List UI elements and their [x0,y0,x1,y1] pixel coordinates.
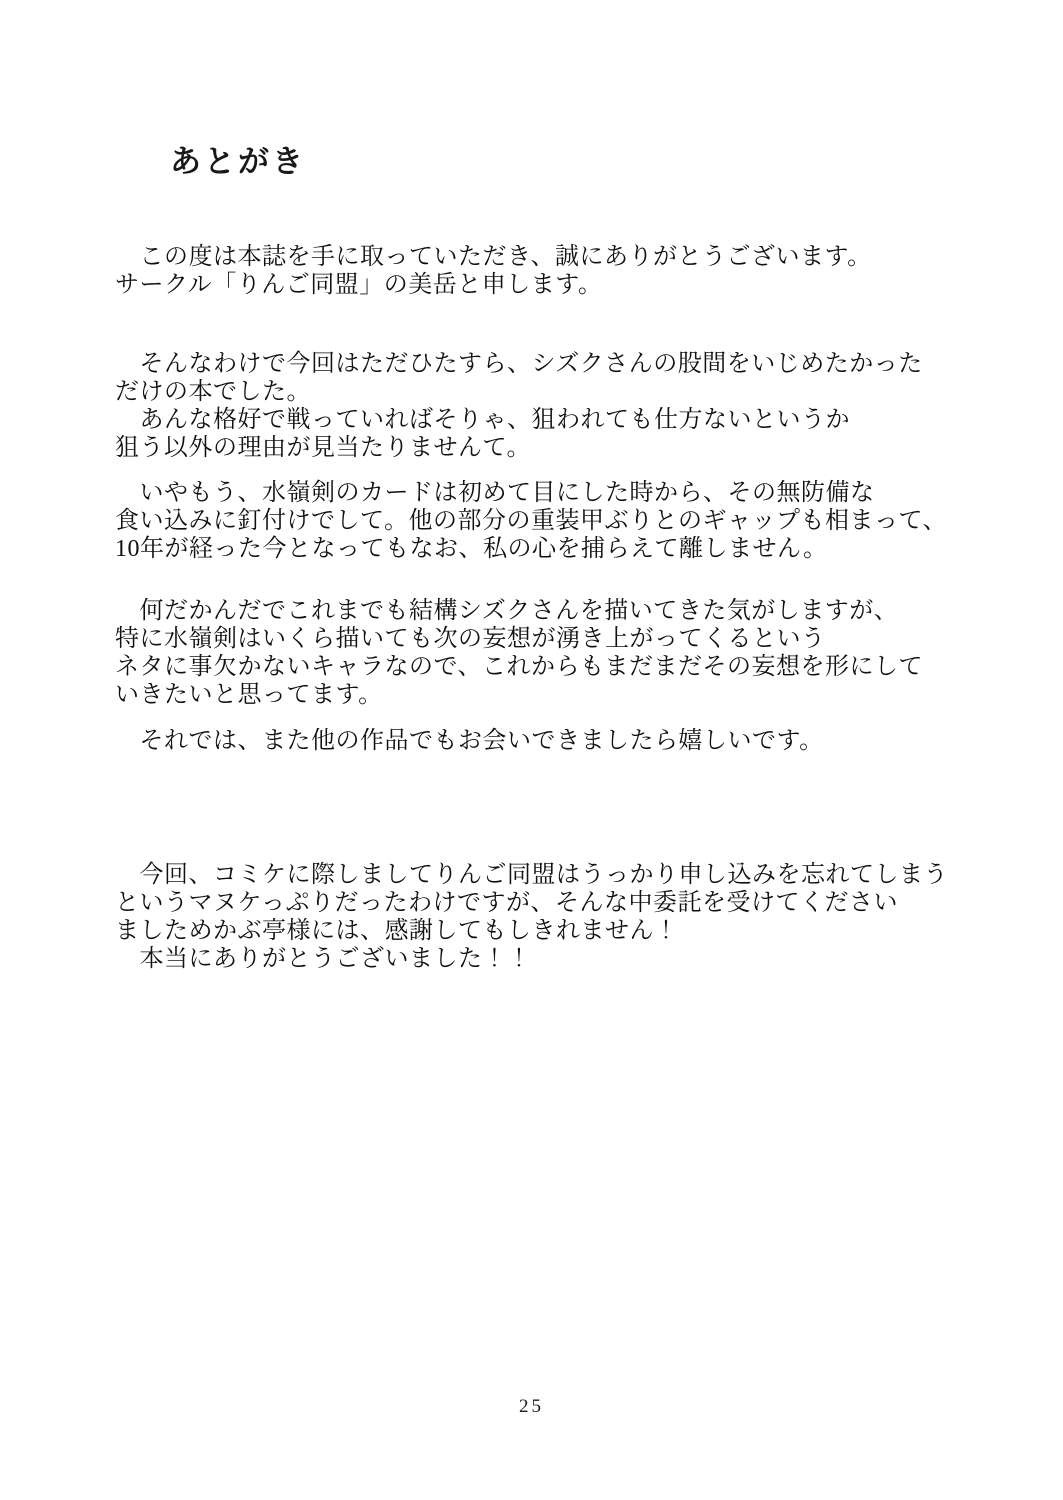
paragraph-farewell [115,727,975,755]
text-line: だけの本でした。 [115,379,311,405]
text-line: 本当にありがとうございました！！ [115,946,532,972]
text-line: いきたいと思ってます。 [115,682,383,708]
text-line: それでは、また他の作品でもお会いできましたら嬉しいです。 [115,728,824,754]
text-line: というマヌケっぷりだったわけですが、そんな中委託を受けてください [115,890,899,916]
paragraph-thanks [115,861,975,973]
paragraph-book-concept [115,350,975,462]
text-line: 今回、コミケに際しましてりんご同盟はうっかり申し込みを忘れてしまう [115,862,948,888]
text-line: 何だかんだでこれまでも結構シズクさんを描いてきた気がしますが、 [115,598,899,624]
paragraph-greeting [115,243,975,299]
text-line: この度は本誌を手に取っていただき、誠にありがとうございます。 [115,244,872,270]
paragraph-card-impression [115,479,975,563]
text-line: 食い込みに釘付けでして。他の部分の重装甲ぶりとのギャップも相まって、 [115,508,948,534]
text-line: いやもう、水嶺剣のカードは初めて目にした時から、その無防備な [115,480,875,506]
page-title: あとがき [170,144,306,179]
text-line: 狙う以外の理由が見当たりませんて。 [115,435,532,461]
text-line: ネタに事欠かないキャラなので、これからもまだまだその妄想を形にして [115,654,924,680]
page-number: 25 [519,1396,544,1417]
text-line: 10年が経った今となってもなお、私の心を捕らえて離しません。 [115,536,828,562]
paragraph-future-plans [115,597,975,709]
text-line: 特に水嶺剣はいくら描いても次の妄想が湧き上がってくるという [115,626,826,652]
text-line: サークル「りんご同盟」の美岳と申します。 [115,272,603,298]
text-line: ましためかぶ亭様には、感謝してもしきれません！ [115,918,679,944]
text-line: あんな格好で戦っていればそりゃ、狙われても仕方ないというか [115,407,850,433]
text-line: そんなわけで今回はただひたすら、シズクさんの股間をいじめたかった [115,351,923,377]
